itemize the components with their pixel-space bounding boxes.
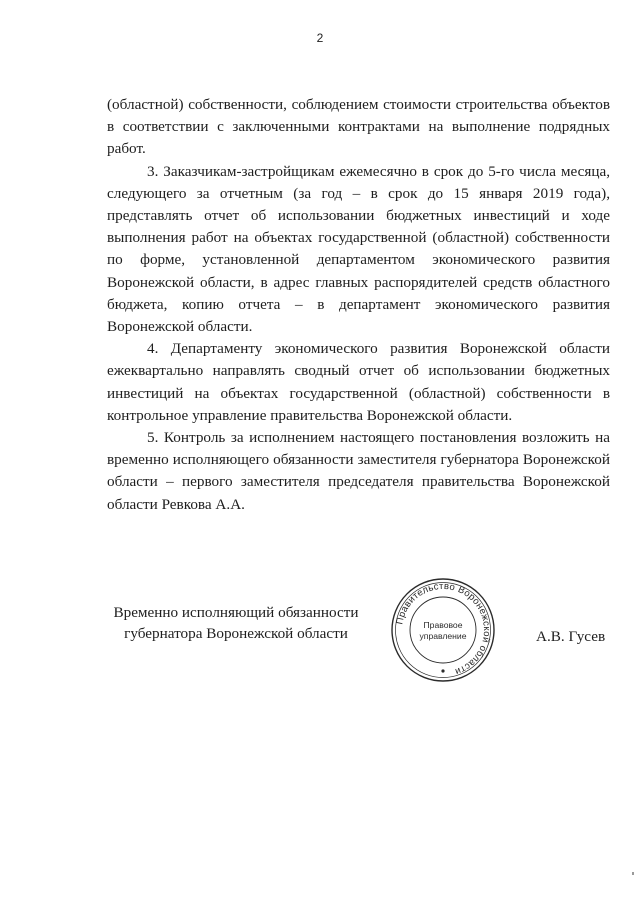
signatory-position-line1: Временно исполняющий обязанности: [113, 604, 359, 621]
paragraph-continuation: (областной) собственности, соблюдением стоимости строительства объектов в соответствии с заключенными контрактами на выполнение подрядных работ.: [107, 96, 610, 158]
stamp-center-line1: Правовое: [423, 620, 463, 630]
stamp-star-dot: [441, 669, 444, 672]
page-number: 2: [316, 31, 324, 45]
document-body: [107, 94, 610, 516]
signatory-position-line2: губернатора Воронежской области: [124, 625, 348, 642]
paragraph-item-5: 5. Контроль за исполнением настоящего постановления возложить на временно исполняющего обязанности заместителя губернатора Воронежской области – первого заместителя председателя правительства Воронежской области Ревкова А.А.: [107, 429, 610, 513]
signatory-name: А.В. Гусев: [536, 628, 606, 645]
scan-artifact: [632, 872, 634, 875]
stamp-center-line2: управление: [419, 631, 467, 641]
paragraph-item-3: 3. Заказчикам-застройщикам ежемесячно в срок до 5-го числа месяца, следующего за отчетным (за год – в срок до 15 января 2019 года), представлять отчет об использовании бюджетных инвестиций и ходе выполнения работ на объектах государственной (областной) собственности по форме, установленной департаментом экономического развития Воронежской области, в адрес главных распорядителей средств областного бюджета, копию отчета – в департамент экономического развития Воронежской области.: [107, 162, 610, 336]
stamp-ring-text: Правительство Воронежской области: [394, 580, 493, 678]
stamp-seal-icon: [388, 575, 498, 685]
signatory-position: [106, 602, 366, 644]
paragraph-item-4: 4. Департаменту экономического развития Воронежской области ежеквартально направлять сводный отчет об использовании бюджетных инвестиций на объектах государственной (областной) собственности в контрольное управление правительства Воронежской области.: [107, 340, 610, 424]
official-stamp: [388, 575, 498, 685]
